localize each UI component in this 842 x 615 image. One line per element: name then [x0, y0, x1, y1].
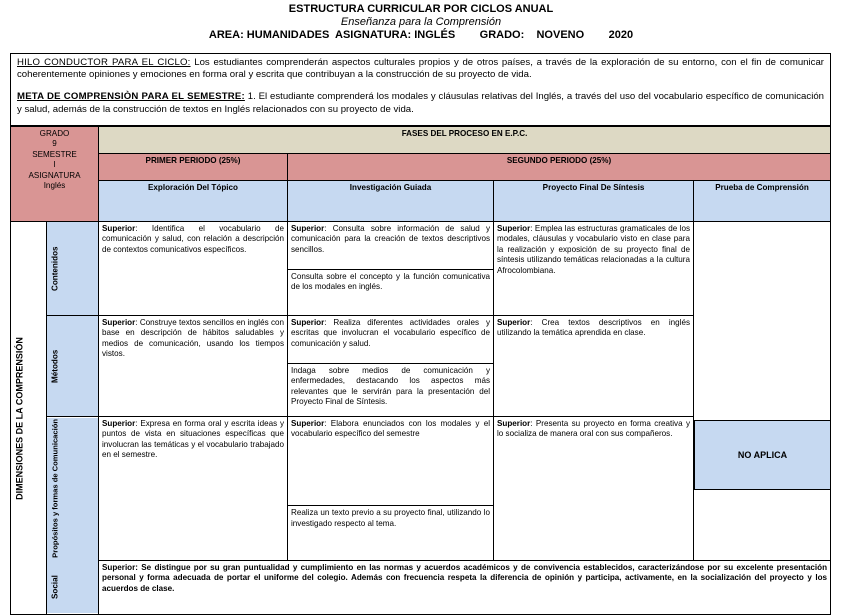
strong: Superior [291, 318, 325, 327]
doc-title: ESTRUCTURA CURRICULAR POR CICLOS ANUAL [288, 3, 554, 15]
metodos-investigacion-2: Indaga sobre medios de comunicación y enfermedades, destacando los aspectos más relevantes que le servirán para la presentación del Proyecto Final de Síntesis. [288, 364, 494, 417]
row-label-propositos: Propósitos y formas de Comunicación [47, 417, 99, 561]
hilo-conductor [17, 57, 824, 81]
strong: Superior [102, 419, 136, 428]
col-proyecto: Proyecto Final De Síntesis [494, 181, 694, 222]
propositos-exploracion [99, 417, 288, 561]
row-label-contenidos: Contenidos [47, 222, 99, 316]
contenidos-investigacion-2: Consulta sobre el concepto y la función comunicativa de los modales en inglés. [288, 270, 494, 316]
cell-text: : Construye textos sencillos en inglés con base en descripción de hábitos saludables y medios de comunicación, usando los tiempos vistos. [102, 318, 284, 359]
col-prueba: Prueba de Comprensión [694, 181, 831, 222]
strong: Superior [291, 419, 325, 428]
row-label-metodos: Métodos [47, 316, 99, 417]
intro-box [10, 53, 831, 126]
curriculum-table [10, 126, 831, 615]
col-exploracion: Exploración Del Tópico [99, 181, 288, 222]
contenidos-proyecto [494, 222, 694, 316]
propositos-proyecto [494, 417, 694, 561]
cell-text: : Elabora enunciados con los modales y el vocabulario específico del semestre [291, 419, 490, 439]
cell-text: : Presenta su proyecto en forma creativa y lo socializa de manera oral con sus compañeros. [497, 419, 690, 439]
meta-label: META DE COMPRENSIÒN PARA EL SEMESTRE: [17, 91, 245, 103]
strong: Superior [497, 419, 531, 428]
strong: Superior [102, 318, 136, 327]
semestre-value: I [53, 160, 56, 170]
asignatura-value: Inglés [43, 181, 66, 191]
strong: Superior [291, 224, 325, 233]
cell-text: : Crea textos descriptivos en inglés utilizando la temática aprendida en clase. [497, 318, 690, 338]
hilo-text: Los estudiantes comprenderán aspectos culturales propios y de otros países, a través de la exploración de su entorno, con el fin de comunicar coherentemente opiniones y emociones en forma oral y escrita que contribuyan a la construcción de su proyecto de vida. [17, 57, 824, 81]
semestre-label: SEMESTRE [32, 149, 77, 159]
prueba-no-aplica: NO APLICA [694, 420, 831, 490]
cell-text: : Emplea las estructuras gramaticales de los modales, cláusulas y vocabulario visto en clase para la realización y exposición de su proyecto final de síntesis utilizando temáticas relacionadas a la cultura Afrocolombiana. [497, 224, 690, 275]
metodos-proyecto [494, 316, 694, 417]
cell-text: : Consulta sobre información de salud y comunicación para la creación de textos descriptivos sencillos. [291, 224, 490, 254]
contenidos-exploracion [99, 222, 288, 316]
hilo-label: HILO CONDUCTOR PARA EL CICLO: [17, 57, 191, 68]
dimensiones-label: DIMENSIONES DE LA COMPRENSIÓN [11, 222, 47, 615]
doc-subtitle-text: Enseñanza para la Comprensión [340, 16, 502, 28]
metodos-investigacion-1 [288, 316, 494, 364]
strong: Superior [497, 224, 531, 233]
cell-text: : Identifica el vocabulario de comunicación y salud, con relación a descripción de contextos comunicativos específicos. [102, 224, 284, 254]
prueba-empty [694, 222, 831, 561]
contenidos-investigacion-1 [288, 222, 494, 270]
strong: Superior [497, 318, 531, 327]
col-investigacion: Investigación Guiada [288, 181, 494, 222]
strong: Superior [102, 224, 136, 233]
cell-text: : Realiza diferentes actividades orales y escritas que involucran el vocabulario específico de comunicación y salud. [291, 318, 490, 348]
metodos-exploracion [99, 316, 288, 417]
doc-subtitle [0, 16, 842, 29]
row-label-social: Social [47, 560, 99, 614]
grado-value: 9 [52, 139, 57, 149]
grado-label: GRADO [39, 129, 70, 138]
segundo-periodo: SEGUNDO PERIODO (25%) [288, 154, 831, 181]
cell-text: : Expresa en forma oral y escrita ideas y puntos de vista en situaciones específicas que involucran las temáticas y el vocabulario trabajado en el semestre. [102, 419, 284, 460]
meta-text: 1. El estudiante comprenderá los modales y cláusulas relativas del Inglés, a través del uso del vocabulario específico de comunicación y salud, además de la construcción de textos en Inglés relacionados con su proyecto de vida. [17, 91, 824, 115]
propositos-investigacion-1 [288, 417, 494, 506]
primer-periodo: PRIMER PERIODO (25%) [99, 154, 288, 181]
social-text: Superior: Se distingue por su gran puntualidad y cumplimiento en las normas y acuerdos académicos y de convivencia establecidos, caracterizándose por su excelente presentación personal y forma adecuada de portar el uniforme del colegio. Además con frecuencia respeta la diferencia de opinión y participa, activamente, en la socialización del proyecto y los acuerdos de clase. [99, 560, 831, 614]
fases-header: FASES DEL PROCESO EN E.P.C. [99, 127, 831, 154]
grade-box [11, 127, 99, 222]
area-line: AREA: HUMANIDADES ASIGNATURA: INGLÉS GRADO: NOVENO 2020 [208, 29, 634, 41]
asignatura-label: ASIGNATURA [28, 170, 81, 180]
propositos-investigacion-2: Realiza un texto previo a su proyecto final, utilizando lo investigado respecto al tema. [288, 506, 494, 561]
meta-comprension [17, 91, 824, 115]
